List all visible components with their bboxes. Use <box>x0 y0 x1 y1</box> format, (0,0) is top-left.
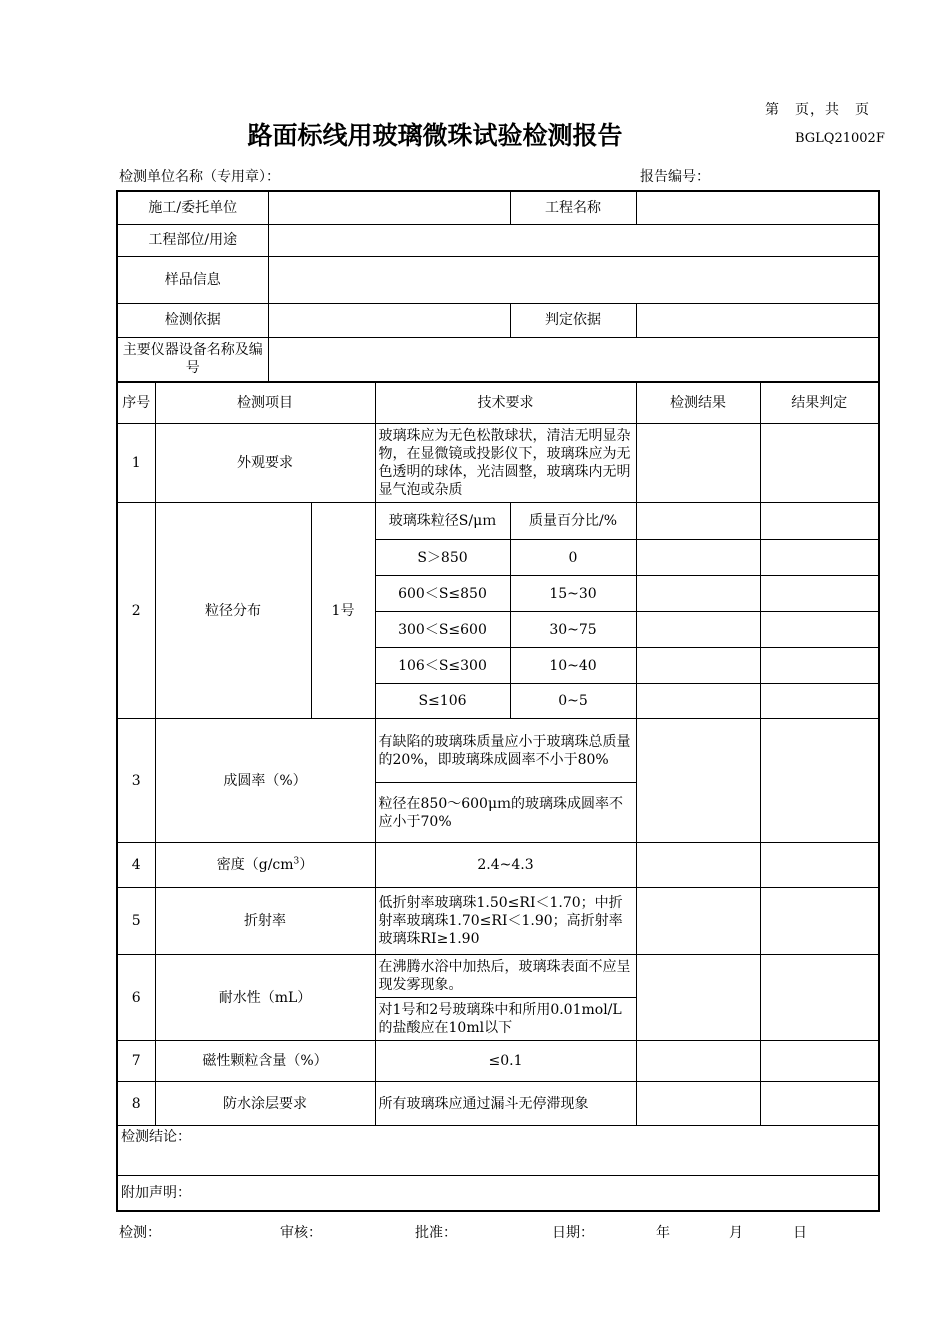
pct-range: 10~40 <box>510 648 636 684</box>
pct-range: 0~5 <box>510 684 636 719</box>
row-item: 成圆率（%） <box>155 719 375 843</box>
sample-value[interactable] <box>268 256 879 303</box>
result-cell[interactable] <box>636 576 760 612</box>
pct-range: 15~30 <box>510 576 636 612</box>
method-value[interactable] <box>268 303 510 337</box>
result-cell[interactable] <box>636 503 760 540</box>
result-cell[interactable] <box>636 843 760 888</box>
judgement-cell[interactable] <box>760 955 879 1041</box>
row-requirement: 所有玻璃珠应通过漏斗无停滞现象 <box>375 1082 636 1126</box>
equipment-value[interactable] <box>268 337 879 382</box>
pct-range: 30~75 <box>510 612 636 648</box>
row-item: 外观要求 <box>155 424 375 503</box>
judge-basis-value[interactable] <box>636 303 879 337</box>
density-label-end: ） <box>299 857 314 873</box>
judgement-cell[interactable] <box>760 503 879 540</box>
info-table <box>116 190 880 383</box>
row-no: 3 <box>117 719 155 843</box>
reviewer-label: 审核： <box>280 1225 322 1241</box>
row-requirement: 低折射率玻璃珠1.50≤RI＜1.70；中折射率玻璃珠1.70≤RI＜1.90；高折射率玻璃珠RI≥1.90 <box>375 888 636 955</box>
tester-label: 检测： <box>119 1225 161 1241</box>
sample-label: 样品信息 <box>117 256 268 303</box>
row-requirement: 粒径在850～600μｍ的玻璃珠成圆率不应小于70% <box>375 783 636 843</box>
row-requirement: 2.4~4.3 <box>375 843 636 888</box>
judgement-cell[interactable] <box>760 612 879 648</box>
header-requirement: 技术要求 <box>375 383 636 424</box>
row-requirement: ≤0.1 <box>375 1041 636 1082</box>
judge-basis-label: 判定依据 <box>510 303 636 337</box>
test-table <box>116 382 880 1212</box>
location-value[interactable] <box>268 224 879 256</box>
header-result: 检测结果 <box>636 383 760 424</box>
judgement-cell[interactable] <box>760 576 879 612</box>
row-item: 耐水性（mL） <box>155 955 375 1041</box>
report-title: 路面标线用玻璃微珠试验检测报告 <box>247 121 623 150</box>
form-code: BGLQ21002F <box>795 131 885 146</box>
row-no: 8 <box>117 1082 155 1126</box>
row-subitem: 1号 <box>311 503 375 719</box>
judgement-cell[interactable] <box>760 843 879 888</box>
conclusion-field[interactable]: 检测结论： <box>117 1126 879 1176</box>
equipment-label: 主要仪器设备名称及编号 <box>117 337 268 382</box>
result-cell[interactable] <box>636 719 760 843</box>
row-requirement: 有缺陷的玻璃珠质量应小于玻璃珠总质量的20%，即玻璃珠成圆率不小于80% <box>375 719 636 783</box>
result-cell[interactable] <box>636 424 760 503</box>
size-range: 300＜S≤600 <box>375 612 510 648</box>
judgement-cell[interactable] <box>760 1082 879 1126</box>
result-cell[interactable] <box>636 612 760 648</box>
size-range: S＞850 <box>375 540 510 576</box>
header-judgement: 结果判定 <box>760 383 879 424</box>
row-no: 6 <box>117 955 155 1041</box>
density-sup: 3 <box>293 856 300 867</box>
project-value[interactable] <box>636 191 879 224</box>
row-no: 1 <box>117 424 155 503</box>
row-requirement: 在沸腾水浴中加热后，玻璃珠表面不应呈现发雾现象。 <box>375 955 636 998</box>
row-requirement: 玻璃珠应为无色松散球状，清洁无明显杂物，在显微镜或投影仪下，玻璃珠应为无色透明的球体，光洁圆整，玻璃珠内无明显气泡或杂质 <box>375 424 636 503</box>
judgement-cell[interactable] <box>760 888 879 955</box>
size-range: 600＜S≤850 <box>375 576 510 612</box>
project-label: 工程名称 <box>510 191 636 224</box>
location-label: 工程部位/用途 <box>117 224 268 256</box>
client-value[interactable] <box>268 191 510 224</box>
day-label: 日 <box>793 1225 807 1241</box>
pct-header: 质量百分比/% <box>510 503 636 540</box>
result-cell[interactable] <box>636 955 760 1041</box>
row-item: 磁性颗粒含量（%） <box>155 1041 375 1082</box>
date-label: 日期： <box>552 1225 594 1241</box>
row-no: 5 <box>117 888 155 955</box>
year-label: 年 <box>656 1225 670 1241</box>
result-cell[interactable] <box>636 648 760 684</box>
result-cell[interactable] <box>636 684 760 719</box>
judgement-cell[interactable] <box>760 1041 879 1082</box>
judgement-cell[interactable] <box>760 648 879 684</box>
row-no: 4 <box>117 843 155 888</box>
result-cell[interactable] <box>636 888 760 955</box>
statement-field[interactable]: 附加声明： <box>117 1176 879 1211</box>
report-number-label: 报告编号： <box>640 169 710 185</box>
size-range: S≤106 <box>375 684 510 719</box>
row-item <box>155 843 375 888</box>
method-label: 检测依据 <box>117 303 268 337</box>
result-cell[interactable] <box>636 1082 760 1126</box>
judgement-cell[interactable] <box>760 684 879 719</box>
density-label: 密度（g/cm <box>216 857 294 873</box>
row-requirement: 对1号和2号玻璃珠中和所用0.01mol/L的盐酸应在10ml以下 <box>375 998 636 1041</box>
size-header: 玻璃珠粒径S/μｍ <box>375 503 510 540</box>
client-label: 施工/委托单位 <box>117 191 268 224</box>
row-item: 折射率 <box>155 888 375 955</box>
judgement-cell[interactable] <box>760 424 879 503</box>
result-cell[interactable] <box>636 540 760 576</box>
month-label: 月 <box>729 1225 743 1241</box>
unit-name-label: 检测单位名称（专用章）： <box>119 169 280 185</box>
judgement-cell[interactable] <box>760 540 879 576</box>
row-item: 粒径分布 <box>155 503 311 719</box>
header-item: 检测项目 <box>155 383 375 424</box>
approver-label: 批准： <box>415 1225 457 1241</box>
row-no: 7 <box>117 1041 155 1082</box>
header-no: 序号 <box>117 383 155 424</box>
size-range: 106＜S≤300 <box>375 648 510 684</box>
row-no: 2 <box>117 503 155 719</box>
result-cell[interactable] <box>636 1041 760 1082</box>
page-indicator: 第 页，共 页 <box>765 102 870 118</box>
judgement-cell[interactable] <box>760 719 879 843</box>
row-item: 防水涂层要求 <box>155 1082 375 1126</box>
pct-range: 0 <box>510 540 636 576</box>
